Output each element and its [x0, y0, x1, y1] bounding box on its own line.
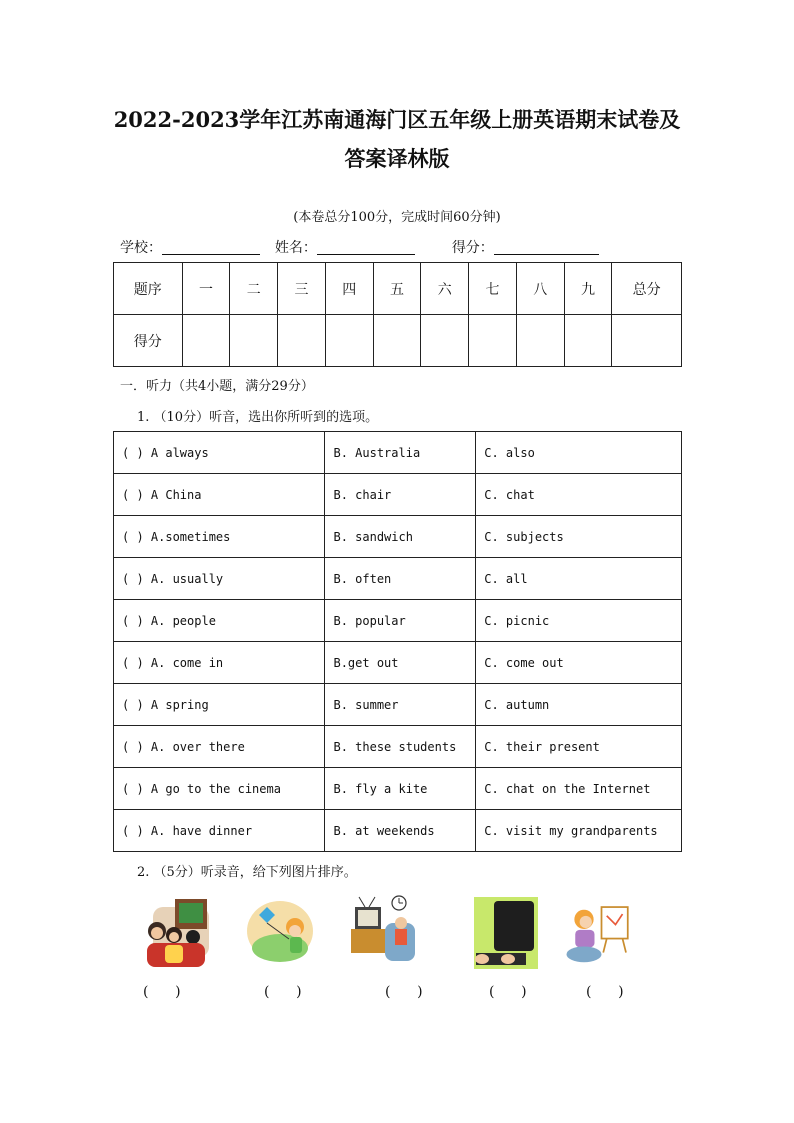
option-a-cell[interactable]: ( ) A.sometimes — [114, 516, 325, 558]
score-label: 得分： — [451, 240, 494, 256]
score-table-cell: 二 — [230, 263, 278, 315]
option-row — [114, 642, 682, 684]
section-listening-heading: 一．听力（共4小题，满分29分） — [120, 379, 314, 394]
option-c-cell: C. their present — [476, 726, 682, 768]
score-table-cell: 六 — [421, 263, 469, 315]
score-entry-cell[interactable] — [421, 315, 469, 367]
option-a-cell[interactable]: ( ) A go to the cinema — [114, 768, 325, 810]
question-2-prompt: 2. （5分）听录音，给下列图片排序。 — [137, 865, 357, 880]
score-entry-cell[interactable] — [469, 315, 517, 367]
girl-painting-picture — [563, 893, 633, 978]
score-row-label: 得分 — [114, 315, 183, 367]
score-table-score-row — [114, 315, 682, 367]
picture-4-order-blank[interactable]: ( ) — [489, 984, 527, 1000]
option-a-cell[interactable]: ( ) A China — [114, 474, 325, 516]
score-table-cell: 七 — [469, 263, 517, 315]
score-table-cell: 总分 — [612, 263, 682, 315]
score-entry-cell[interactable] — [516, 315, 564, 367]
option-a-cell[interactable]: ( ) A. come in — [114, 642, 325, 684]
score-table-cell: 五 — [373, 263, 421, 315]
student-info-row — [120, 237, 599, 257]
option-a-cell[interactable]: ( ) A spring — [114, 684, 325, 726]
score-entry-cell[interactable] — [278, 315, 326, 367]
score-entry-cell[interactable] — [612, 315, 682, 367]
option-b-cell: B. at weekends — [325, 810, 476, 852]
option-b-cell: B. often — [325, 558, 476, 600]
score-entry-cell[interactable] — [182, 315, 230, 367]
option-a-cell[interactable]: ( ) A. usually — [114, 558, 325, 600]
picture-5-order-blank[interactable]: ( ) — [586, 984, 624, 1000]
picture-3-order-blank[interactable]: ( ) — [385, 984, 423, 1000]
option-c-cell: C. chat — [476, 474, 682, 516]
option-b-cell: B. chair — [325, 474, 476, 516]
score-table — [113, 262, 682, 367]
score-table-cell: 三 — [278, 263, 326, 315]
option-row — [114, 558, 682, 600]
option-b-cell: B. Australia — [325, 432, 476, 474]
option-b-cell: B.get out — [325, 642, 476, 684]
exam-title-line2: 答案译林版 — [344, 146, 450, 171]
family-watching-tv-picture — [143, 893, 213, 978]
score-entry-cell[interactable] — [373, 315, 421, 367]
question-1-prompt: 1. （10分）听音，选出你所听到的选项。 — [137, 410, 379, 425]
option-a-cell[interactable]: ( ) A. over there — [114, 726, 325, 768]
option-row — [114, 726, 682, 768]
option-c-cell: C. chat on the Internet — [476, 768, 682, 810]
watching-tv-armchair-picture — [349, 893, 419, 978]
option-row — [114, 432, 682, 474]
exam-title-line1: 2022-2023学年江苏南通海门区五年级上册英语期末试卷及 — [113, 107, 681, 132]
option-row — [114, 600, 682, 642]
school-blank[interactable] — [162, 240, 260, 255]
option-row — [114, 810, 682, 852]
name-label: 姓名： — [274, 240, 317, 256]
option-row — [114, 768, 682, 810]
computer-keyboard-picture — [474, 893, 544, 978]
school-label: 学校： — [120, 240, 162, 256]
option-b-cell: B. these students — [325, 726, 476, 768]
picture-1-order-blank[interactable]: ( ) — [143, 984, 181, 1000]
option-b-cell: B. popular — [325, 600, 476, 642]
option-c-cell: C. picnic — [476, 600, 682, 642]
score-blank[interactable] — [494, 240, 599, 255]
option-c-cell: C. autumn — [476, 684, 682, 726]
name-blank[interactable] — [317, 240, 415, 255]
option-row — [114, 474, 682, 516]
score-table-cell: 九 — [564, 263, 612, 315]
exam-subtitle: (本卷总分100分，完成时间60分钟) — [293, 210, 501, 225]
score-table-cell: 一 — [182, 263, 230, 315]
option-c-cell: C. subjects — [476, 516, 682, 558]
flying-kite-picture — [245, 893, 315, 978]
picture-2-order-blank[interactable]: ( ) — [264, 984, 302, 1000]
score-entry-cell[interactable] — [564, 315, 612, 367]
score-table-cell: 八 — [516, 263, 564, 315]
option-b-cell: B. sandwich — [325, 516, 476, 558]
option-b-cell: B. fly a kite — [325, 768, 476, 810]
option-c-cell: C. also — [476, 432, 682, 474]
option-b-cell: B. summer — [325, 684, 476, 726]
score-table-header-row — [114, 263, 682, 315]
option-row — [114, 684, 682, 726]
option-c-cell: C. visit my grandparents — [476, 810, 682, 852]
option-c-cell: C. all — [476, 558, 682, 600]
option-a-cell[interactable]: ( ) A always — [114, 432, 325, 474]
score-table-cell: 四 — [325, 263, 373, 315]
option-row — [114, 516, 682, 558]
option-a-cell[interactable]: ( ) A. have dinner — [114, 810, 325, 852]
score-entry-cell[interactable] — [230, 315, 278, 367]
option-a-cell[interactable]: ( ) A. people — [114, 600, 325, 642]
option-c-cell: C. come out — [476, 642, 682, 684]
question-1-options-table — [113, 431, 682, 852]
score-table-cell: 题序 — [114, 263, 183, 315]
score-entry-cell[interactable] — [325, 315, 373, 367]
